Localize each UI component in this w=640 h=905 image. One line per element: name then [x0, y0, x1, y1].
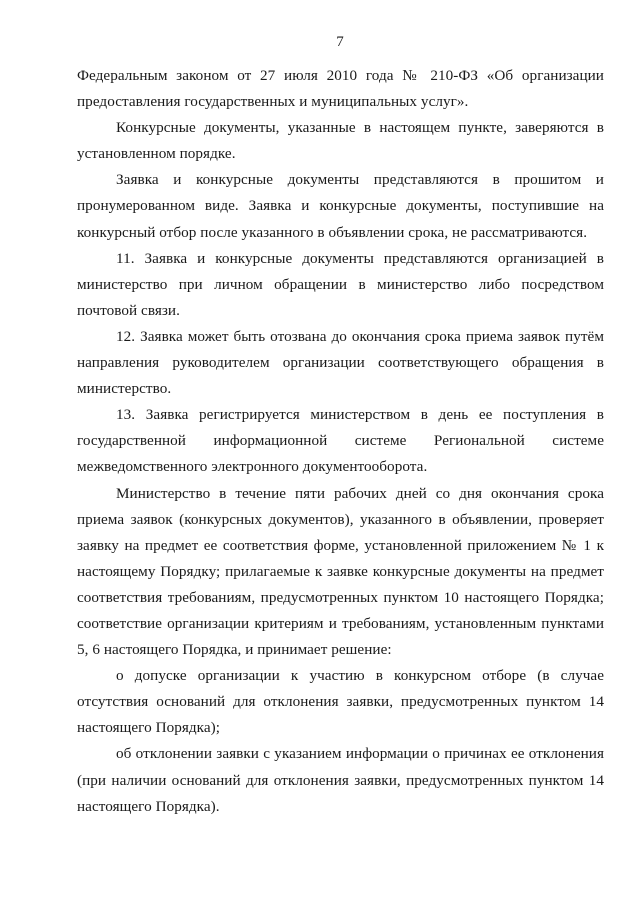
- paragraph-admission: о допуске организации к участию в конкурсном отборе (в случае отсутствия оснований для отклонения заявки, предусмотренных пунктом 14 настоящего Порядка);: [77, 667, 604, 737]
- paragraph-review: Министерство в течение пяти рабочих дней со дня окончания срока приема заявок (конкурсных документов), указанного в объявлении, проверяет заявку на предмет ее соответствия форме, установленной приложением № 1 к настоящему Порядку; прилагаемые к заявке конкурсные документы на предмет соответствия требованиям, предусмотренных пунктом 10 настоящего Порядка; соответствие организации критериям и требованиям, установленным пунктами 5, 6 настоящего Порядка, и принимает решение:: [77, 484, 604, 659]
- paragraph-certification: Конкурсные документы, указанные в настоящем пункте, заверяются в установленном порядке.: [77, 119, 604, 163]
- paragraph-binding: Заявка и конкурсные документы представляются в прошитом и пронумерованном виде. Заявка и конкурсные документы, поступившие на конкурсный отбор после указанного в объявлении срока, не рассматриваются.: [77, 171, 604, 241]
- paragraph-item-12: 12. Заявка может быть отозвана до окончания срока приема заявок путём направления руководителем организации соответствующего обращения в министерство.: [77, 327, 604, 398]
- page-number: 7: [336, 34, 344, 50]
- paragraph-rejection: об отклонении заявки с указанием информации о причинах ее отклонения (при наличии оснований для отклонения заявки, предусмотренных пунктом 14 настоящего Порядка).: [77, 745, 604, 815]
- document-body: [77, 63, 604, 820]
- paragraph-item-11: 11. Заявка и конкурсные документы представляются организацией в министерство при личном обращении в министерство либо посредством почтовой связи.: [77, 249, 604, 319]
- paragraph-item-13: 13. Заявка регистрируется министерством в день ее поступления в государственной информационной системе Региональной системе межведомственного электронного документооборота.: [77, 406, 604, 476]
- paragraph-continuation: Федеральным законом от 27 июля 2010 года № 210-ФЗ «Об организации предоставления государственных и муниципальных услуг».: [77, 67, 604, 111]
